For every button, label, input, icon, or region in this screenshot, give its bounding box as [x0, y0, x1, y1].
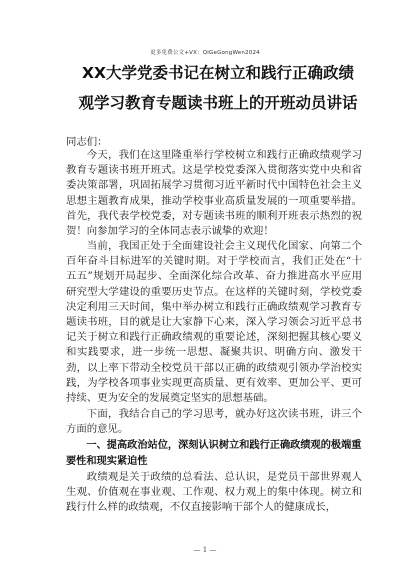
page-number: — 1 —	[193, 546, 217, 554]
paragraph-4: 政绩观是关于政绩的总看法、总认识，是党员干部世界观人生观、价值观在事业观、工作观、权力观上的集中体现。树立和践行什么样的政绩观，不仅直接影响干部个人的健康成长，	[66, 471, 362, 514]
header-note: 更多免费公文+VX：QiGeGongWen2024	[150, 50, 260, 56]
body-section-intro	[66, 148, 362, 239]
paragraph-1: 今天，我们在这里隆重举行学校树立和践行正确政绩观学习教育专题读书班开班式。这是学校党委深入贯彻落实党中央和省委决策部署，巩固拓展学习贯彻习近平新时代中国特色社会主义思想主题教育成果，推动学校事业高质量发展的一项重要举措。首先，我代表学校党委，对专题读书班的顺利开班表示热烈的祝贺！向参加学习的全体同志表示诚挚的欢迎！	[66, 149, 362, 238]
salutation: 同志们：	[66, 136, 108, 148]
section-1-heading: 一、提高政治站位，深刻认识树立和践行正确政绩观的极端重要性和现实紧迫性	[66, 440, 362, 467]
paragraph-2: 当前，我国正处于全面建设社会主义现代化国家、向第二个百年奋斗目标进军的关键时期。对于学校而言，我们正处在“十五五”规划开局起步、全面深化综合改革、奋力推进高水平应用研究型大学建设的重要历史节点。在这样的关键时刻，学校党委决定利用三天时间，集中举办树立和践行正确政绩观学习教育专题读书班，目的就是让大家静下心来，深入学习领会习近平总书记关于树立和践行正确政绩观的重要论述，深刻把握其核心要义和实践要求，进一步统一思想、凝聚共识、明确方向、激发干劲，以上率下带动全校党员干部以正确的政绩观引领办学治校实践，为学校各项事业实现更高质量、更有效率、更加公平、更可持续、更为安全的发展奠定坚实的思想基础。	[66, 240, 362, 405]
body-section-1	[66, 470, 362, 516]
title-line-1: XX大学党委书记在树立和践行正确政绩	[82, 64, 354, 82]
paragraph-3: 下面，我结合自己的学习思考，就办好这次读书班，讲三个方面的意见。	[66, 408, 362, 436]
title-line-2: 观学习教育专题读书班上的开班动员讲话	[78, 94, 358, 112]
body-section-context	[66, 239, 362, 406]
body-section-outline	[66, 407, 362, 437]
